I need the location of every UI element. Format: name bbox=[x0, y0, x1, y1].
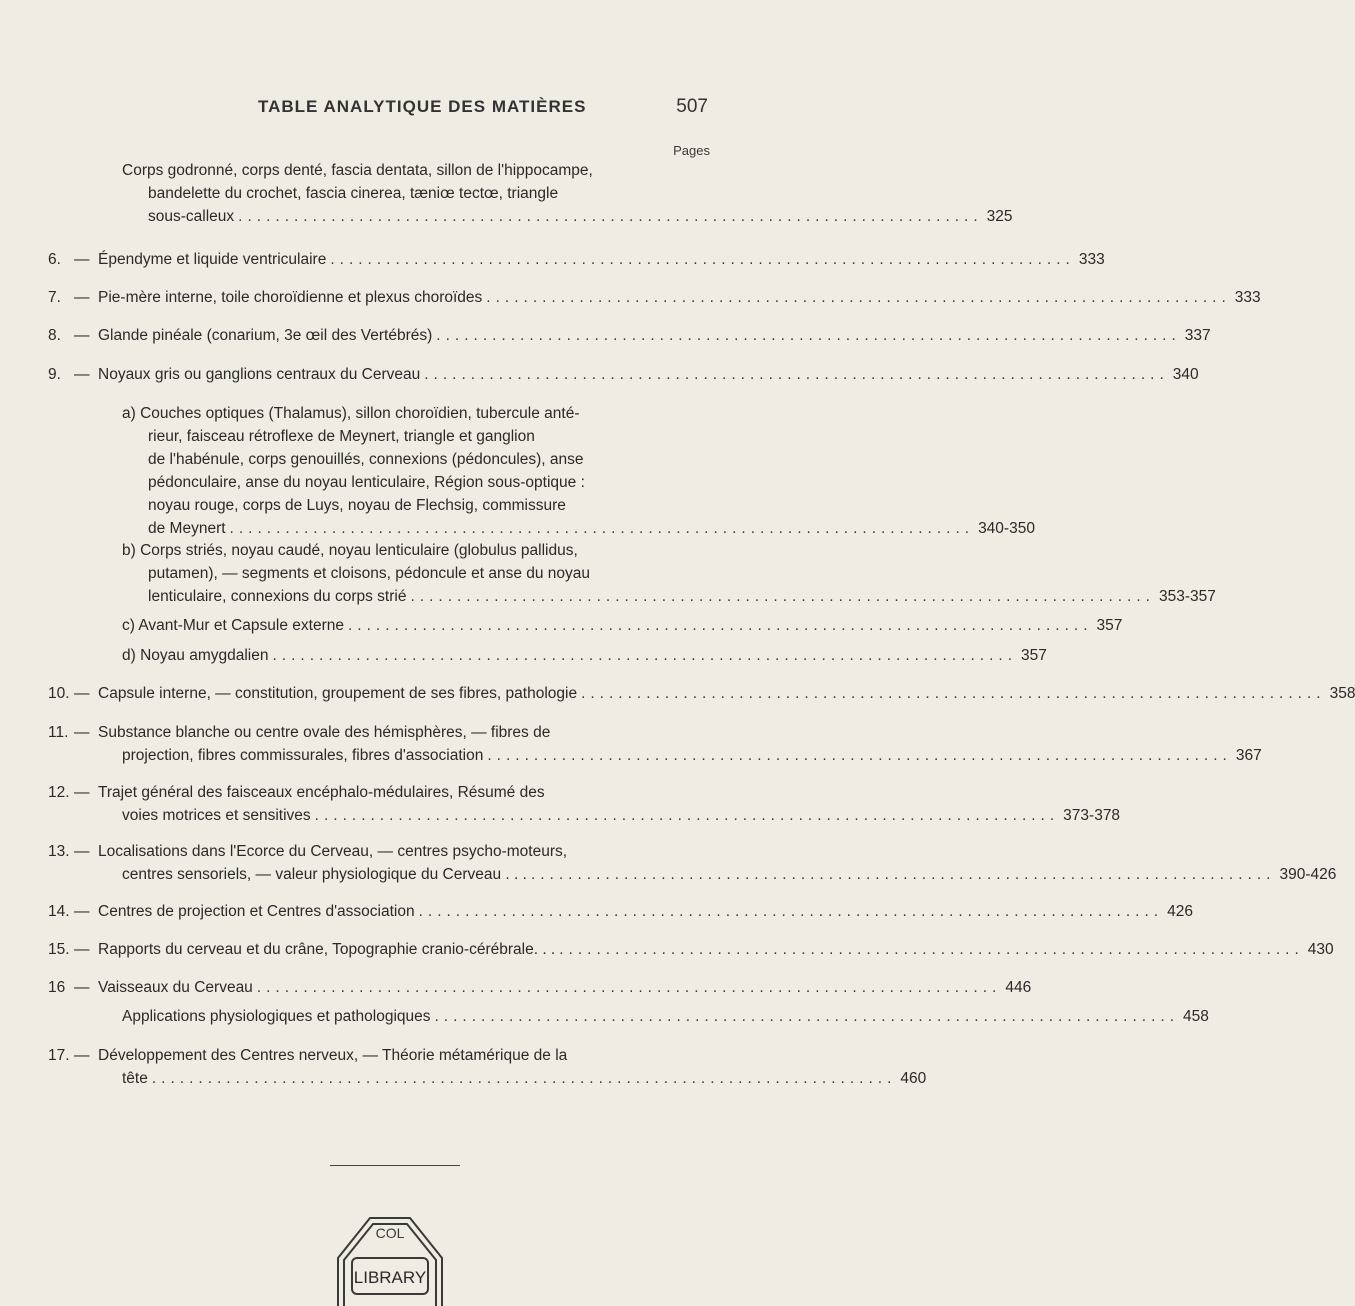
dot-leader: ................................................................................ bbox=[151, 1070, 897, 1087]
entry-text: Vaisseaux du Cerveau bbox=[98, 979, 253, 996]
entry-text: lenticulaire, connexions du corps strié bbox=[148, 588, 407, 605]
entry-number: 8. bbox=[48, 327, 61, 344]
dot-leader: ................................................................................ bbox=[486, 289, 1231, 306]
dot-leader: ................................................................................ bbox=[559, 941, 1304, 958]
entry-text: Glande pinéale (conarium, 3e œil des Vertébrés) bbox=[98, 327, 433, 344]
entry-line-with-page bbox=[98, 682, 1355, 705]
dot-leader: ................................................................................ bbox=[434, 1008, 1180, 1025]
entry-text: voies motrices et sensitives bbox=[122, 807, 311, 824]
entry-text: Épendyme et liquide ventriculaire bbox=[98, 251, 327, 268]
entry-text: sous-calleux bbox=[148, 208, 235, 225]
entry-line-with-page bbox=[148, 205, 1013, 228]
entry-dash: — bbox=[74, 685, 90, 702]
entry-number: 16 bbox=[48, 979, 66, 996]
entry-page: 353-357 bbox=[1158, 588, 1216, 605]
entry-page: 340-350 bbox=[978, 520, 1035, 537]
entry-page: 340 bbox=[1172, 366, 1199, 383]
entry-text: Trajet général des faisceaux encéphalo-médulaires, Résumé des bbox=[98, 784, 545, 801]
entry-text: de Meynert bbox=[148, 520, 226, 537]
dot-leader: ................................................................................ bbox=[487, 747, 1232, 764]
entry-text: Localisations dans l'Ecorce du Cerveau, — centres psycho-moteurs, bbox=[98, 843, 568, 860]
entry-number: 9. bbox=[48, 366, 61, 383]
entry-line-with-page bbox=[98, 900, 1193, 923]
entry-line-with-page bbox=[122, 863, 1337, 886]
dot-leader: ................................................................................ bbox=[256, 979, 1002, 996]
entry-line-with-page bbox=[122, 1067, 927, 1090]
entry-dash: — bbox=[74, 327, 90, 344]
entry-text: c) Avant-Mur et Capsule externe bbox=[122, 617, 344, 634]
running-head bbox=[258, 96, 708, 118]
entry-text: Rapports du cerveau et du crâne, Topographie cranio-cérébrale. . . bbox=[98, 941, 556, 958]
entry-dash: — bbox=[74, 1047, 90, 1064]
entry-number: 10. bbox=[48, 685, 70, 702]
entry-line-with-page bbox=[122, 804, 1121, 827]
page-number: 507 bbox=[676, 96, 708, 117]
entry-dash: — bbox=[74, 941, 90, 958]
entry-text: a) Couches optiques (Thalamus), sillon choroïdien, tubercule anté- bbox=[122, 405, 580, 422]
dot-leader: ................................................................................ bbox=[436, 327, 1181, 344]
pages-column-label: Pages bbox=[673, 143, 710, 158]
entry-number: 12. bbox=[48, 784, 70, 801]
entry-page: 357 bbox=[1096, 617, 1123, 634]
entry-page: 333 bbox=[1078, 251, 1105, 268]
entry-page: 367 bbox=[1235, 747, 1262, 764]
entry-number: 7. bbox=[48, 289, 61, 306]
entry-line-with-page bbox=[98, 286, 1261, 309]
entry-page: 325 bbox=[986, 208, 1013, 225]
entry-dash: — bbox=[74, 784, 90, 801]
entry-line-with-page bbox=[148, 517, 1035, 540]
entry-line-with-page bbox=[98, 324, 1211, 347]
entry-line-with-page bbox=[98, 248, 1105, 271]
dot-leader: ................................................................................ bbox=[581, 685, 1326, 702]
entry-number: 17. bbox=[48, 1047, 70, 1064]
entry-text: Développement des Centres nerveux, — Théorie métamérique de la bbox=[98, 1047, 568, 1064]
entry-text: bandelette du crochet, fascia cinerea, tæniœ tectœ, triangle bbox=[148, 185, 559, 202]
entry-dash: — bbox=[74, 724, 90, 741]
dot-leader: ................................................................................ bbox=[530, 866, 1276, 883]
entry-text: de l'habénule, corps genouillés, connexions (pédoncules), anse bbox=[148, 451, 584, 468]
entry-dash: — bbox=[74, 251, 90, 268]
entry-page: 357 bbox=[1021, 647, 1047, 664]
closing-rule bbox=[330, 1165, 460, 1166]
dot-leader: ................................................................................ bbox=[410, 588, 1155, 605]
dot-leader: ................................................................................ bbox=[314, 807, 1060, 824]
entry-text: Capsule interne, — constitution, groupement de ses fibres, pathologie bbox=[98, 685, 578, 702]
dot-leader: ................................................................................ bbox=[272, 647, 1017, 664]
entry-text: Substance blanche ou centre ovale des hémisphères, — fibres de bbox=[98, 724, 551, 741]
entry-text: Applications physiologiques et pathologiques bbox=[122, 1008, 431, 1025]
stamp-library-text: LIBRARY bbox=[353, 1268, 427, 1287]
entry-dash: — bbox=[74, 289, 90, 306]
dot-leader: ................................................................................ bbox=[229, 520, 975, 537]
entry-page: 358 bbox=[1329, 685, 1355, 702]
entry-page: 390-426 bbox=[1279, 866, 1337, 883]
entry-text: tête bbox=[122, 1070, 148, 1087]
dot-leader: ................................................................................ bbox=[330, 251, 1075, 268]
entry-page: 446 bbox=[1005, 979, 1032, 996]
entry-dash: — bbox=[74, 903, 90, 920]
entry-page: 337 bbox=[1184, 327, 1211, 344]
entry-line-with-page bbox=[122, 1005, 1209, 1028]
entry-line-with-page bbox=[98, 363, 1199, 386]
entry-line-with-page bbox=[98, 938, 1334, 961]
entry-page: 373-378 bbox=[1063, 807, 1121, 824]
running-title: TABLE ANALYTIQUE DES MATIÈRES bbox=[258, 97, 587, 116]
entry-page: 460 bbox=[900, 1070, 927, 1087]
dot-leader: ................................................................................ bbox=[348, 617, 1093, 634]
entry-text: Noyaux gris ou ganglions centraux du Cerveau bbox=[98, 366, 421, 383]
entry-text: pédonculaire, anse du noyau lenticulaire, Région sous-optique : bbox=[148, 474, 585, 491]
entry-page: 426 bbox=[1167, 903, 1193, 920]
entry-dash: — bbox=[74, 843, 90, 860]
entry-page: 430 bbox=[1307, 941, 1334, 958]
entry-text: centres sensoriels, — valeur physiologique du Cerveau . . . bbox=[122, 866, 527, 883]
dot-leader: ................................................................................ bbox=[424, 366, 1169, 383]
dot-leader: ................................................................................ bbox=[238, 208, 983, 225]
entry-dash: — bbox=[74, 366, 90, 383]
entry-text: b) Corps striés, noyau caudé, noyau lenticulaire (globulus pallidus, bbox=[122, 542, 578, 559]
entry-text: rieur, faisceau rétroflexe de Meynert, triangle et ganglion bbox=[148, 428, 535, 445]
entry-number: 14. bbox=[48, 903, 70, 920]
entry-text: Pie-mère interne, toile choroïdienne et plexus choroïdes bbox=[98, 289, 483, 306]
entry-line-with-page bbox=[122, 744, 1262, 767]
library-stamp-icon bbox=[300, 1196, 480, 1306]
entry-text: Corps godronné, corps denté, fascia dentata, sillon de l'hippocampe, bbox=[122, 162, 593, 179]
entry-number: 13. bbox=[48, 843, 70, 860]
entry-text: Centres de projection et Centres d'association bbox=[98, 903, 415, 920]
entry-page: 458 bbox=[1183, 1008, 1209, 1025]
entry-number: 11. bbox=[48, 724, 69, 741]
entry-line-with-page bbox=[122, 614, 1123, 637]
entry-line-with-page bbox=[98, 976, 1032, 999]
entry-number: 6. bbox=[48, 251, 61, 268]
entry-line-with-page bbox=[148, 585, 1216, 608]
entry-text: projection, fibres commissurales, fibres d'association bbox=[122, 747, 484, 764]
entry-text: noyau rouge, corps de Luys, noyau de Flechsig, commissure bbox=[148, 497, 566, 514]
entry-text: putamen), — segments et cloisons, pédoncule et anse du noyau bbox=[148, 565, 591, 582]
entry-line-with-page bbox=[122, 644, 1047, 667]
entry-dash: — bbox=[74, 979, 90, 996]
entry-page: 333 bbox=[1234, 289, 1261, 306]
entry-number: 15. bbox=[48, 941, 70, 958]
entry-text: d) Noyau amygdalien bbox=[122, 647, 269, 664]
dot-leader: ................................................................................ bbox=[418, 903, 1164, 920]
stamp-top-text: COL bbox=[375, 1225, 405, 1241]
